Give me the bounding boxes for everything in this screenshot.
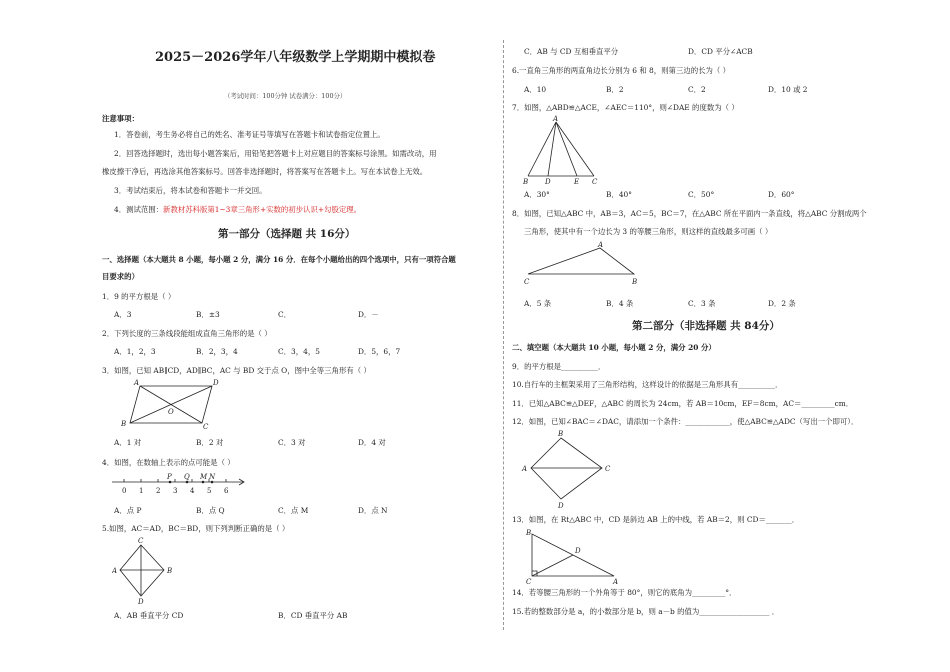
q8-label-a: A xyxy=(598,241,604,249)
q12-label-a: A xyxy=(522,465,528,473)
q2-option-c: C．3，4，5 xyxy=(278,347,320,356)
q12-figure xyxy=(518,428,618,510)
q4-number-line xyxy=(108,470,248,498)
q7-figure xyxy=(518,114,608,186)
q3-figure xyxy=(110,378,220,430)
right-column xyxy=(510,0,867,672)
q13-figure xyxy=(518,526,628,586)
q3-label-a: A xyxy=(134,379,140,387)
note-3: 3．考试结束后，将本试卷和答题卡一并交回。 xyxy=(114,186,267,195)
q15: 15.若的整数部分是 a，的小数部分是 b，则 a－b 的值为___________________ ． xyxy=(512,607,780,616)
q7-label-c: C xyxy=(592,178,598,186)
note-4-range: 新教材苏科版第1~3章三角形+实数的初步认识+勾股定理。 xyxy=(163,205,362,214)
q3-label-d: D xyxy=(213,379,219,387)
q3-option-c: C．3 对 xyxy=(278,438,306,447)
q5-figure xyxy=(112,537,192,605)
q7-label-e: E xyxy=(574,178,580,186)
q2-stem: 2．下列长度的三条线段能组成直角三角形的是（ ） xyxy=(102,329,272,338)
note-2-cont: 橡皮擦干净后，再选涂其他答案标号。回答非选择题时，将答案写在答题卡上。写在本试卷上无效。 xyxy=(102,167,428,176)
q4-tick-label: 0 xyxy=(122,487,127,495)
note-1: 1．答卷前，考生务必将自己的姓名、准考证号等填写在答题卡和试卷指定位置上。 xyxy=(114,130,385,139)
q13: 13．如图，在 Rt△ABC 中，CD 是斜边 AB 上的中线，若 AB＝2，则 CD＝_______． xyxy=(512,515,800,524)
q12-quadrilateral xyxy=(531,438,602,499)
q6-option-d: D．10 或 2 xyxy=(768,85,808,94)
q6-option-b: B．2 xyxy=(606,85,624,94)
q4-tick-label: 2 xyxy=(156,487,161,495)
part1-instruction-2: 目要求的） xyxy=(102,272,139,281)
q6-stem: 6.一直角三角形的两直角边长分别为 6 和 8，则第三边的长为（ ） xyxy=(512,66,731,75)
q7-option-b: B．40° xyxy=(606,190,632,199)
notes-heading: 注意事项： xyxy=(102,114,139,123)
q8-option-a: A．5 条 xyxy=(524,299,552,308)
part1-title: 第一部分（选择题 共 16分） xyxy=(218,228,356,240)
part1-instruction-1: 一、选择题（本大题共 8 小题，每小题 2 分，满分 16 分．在每个小题给出的四个选项中，只有一项符合题 xyxy=(102,255,456,264)
q2-option-a: A．1，2，3 xyxy=(114,347,156,356)
q5-stem: 5.如图，AC＝AD，BC＝BD，则下列判断正确的是（ ） xyxy=(102,524,290,533)
q4-tick-label: 4 xyxy=(190,487,195,495)
part2-title: 第二部分（非选择题 共 84分） xyxy=(632,320,780,332)
q4-point-q xyxy=(186,481,189,484)
q2-option-d: D．5，6，7 xyxy=(358,347,401,356)
q11: 11．已知△ABC≌△DEF，△ABC 的周长为 24cm，若 AB＝10cm，EF＝8cm，AC＝_________cm． xyxy=(512,399,854,408)
q5-label-c: C xyxy=(138,537,144,545)
q12-label-b: B xyxy=(558,430,564,438)
q3-option-d: D．4 对 xyxy=(358,438,386,447)
part2-instruction: 二、填空题（本大题共 10 小题，每小题 2 分，满分 20 分） xyxy=(512,343,716,352)
q3-option-a: A．1 对 xyxy=(114,438,142,447)
q6-option-c: C．2 xyxy=(688,85,706,94)
q2-option-b: B．2，3，4 xyxy=(196,347,238,356)
left-column xyxy=(100,0,500,672)
q1-option-d: D．－ xyxy=(358,310,379,319)
q8-label-c: C xyxy=(524,278,530,286)
exam-title: 2025－2026学年八年级数学上学期期中模拟卷 xyxy=(155,50,436,65)
q4-label-p: P xyxy=(167,473,172,481)
q1-option-a: A．3 xyxy=(114,310,132,319)
q9: 9．的平方根是__________． xyxy=(512,362,606,371)
q4-tick-label: 3 xyxy=(173,487,178,495)
q8-option-c: C．3 条 xyxy=(688,299,716,308)
q4-tick-label: 1 xyxy=(139,487,144,495)
q8-stem-1: 8．如图，已知△ABC 中，AB＝3，AC＝5，BC＝7，在△ABC 所在平面内一条直线，将△ABC 分割成两个 xyxy=(512,209,867,218)
q12-label-c: C xyxy=(605,465,611,473)
q1-option-c: C． xyxy=(278,310,292,319)
q13-label-c: C xyxy=(526,578,532,586)
q7-label-d: D xyxy=(545,178,551,186)
q7-option-c: C．50° xyxy=(688,190,715,199)
q3-label-o: O xyxy=(168,408,174,416)
q4-option-b: B．点 Q xyxy=(196,506,225,515)
q5-option-a: A．AB 垂直平分 CD xyxy=(114,611,184,620)
q5-option-c: C．AB 与 CD 互相垂直平分 xyxy=(524,47,619,56)
note-4 xyxy=(114,205,361,215)
q5-option-d: D．CD 平分∠ACB xyxy=(688,47,753,56)
q4-label-q: Q xyxy=(184,473,190,481)
q13-median-cd xyxy=(532,555,573,576)
q7-label-a: A xyxy=(553,115,559,123)
q4-label-m: M xyxy=(200,473,208,481)
q3-option-b: B．2 对 xyxy=(196,438,224,447)
q14: 14．若等腰三角形的一个外角等于 80°，则它的底角为_________°． xyxy=(512,588,737,597)
q8-option-b: B．4 条 xyxy=(606,299,634,308)
q3-stem: 3．如图，已知 AB∥CD，AD∥BC，AC 与 BD 交于点 O，图中全等三角形有（ ） xyxy=(102,366,371,375)
q4-option-c: C．点 M xyxy=(278,506,309,515)
note-2: 2．回答选择题时，选出每小题答案后，用铅笔把答题卡上对应题目的答案标号涂黑。如需改动，用 xyxy=(114,149,437,158)
q5-label-d: D xyxy=(138,598,144,605)
q13-label-b: B xyxy=(526,529,532,537)
q4-point-n xyxy=(211,481,214,484)
q4-option-d: D．点 N xyxy=(358,506,388,515)
q7-stem: 7．如图，△ABD≌△ACE，∠AEC＝110°，则∠DAE 的度数为（ ） xyxy=(512,103,739,112)
q6-option-a: A．10 xyxy=(524,85,547,94)
q4-stem: 4．如图，在数轴上表示的点可能是（ ） xyxy=(102,458,235,467)
note-4-prefix: 4．测试范围： xyxy=(114,205,164,214)
q4-point-p xyxy=(169,481,172,484)
q7-line-ae xyxy=(556,122,577,176)
q3-label-c: C xyxy=(203,423,209,430)
q13-label-d: D xyxy=(575,547,581,555)
q12-label-d: D xyxy=(558,502,564,510)
q8-triangle xyxy=(528,248,634,274)
q5-label-a: A xyxy=(112,567,118,575)
q1-option-b: B．±3 xyxy=(196,310,220,319)
q8-stem-2: 三角形，使其中有一个边长为 3 的等腰三角形，则这样的直线最多可画（ ） xyxy=(524,227,773,236)
q5-option-b: B．CD 垂直平分 AB xyxy=(278,611,348,620)
q8-figure xyxy=(518,238,643,288)
q4-option-a: A．点 P xyxy=(114,506,142,515)
q13-label-a: A xyxy=(613,578,619,586)
q5-kite xyxy=(120,545,164,596)
q7-label-b: B xyxy=(523,178,529,186)
q7-line-ac xyxy=(556,122,594,176)
q8-label-b: B xyxy=(632,278,638,286)
q8-option-d: D．2 条 xyxy=(768,299,796,308)
q1-stem: 1．9 的平方根是（ ） xyxy=(102,292,176,301)
q4-tick-label: 6 xyxy=(224,487,229,495)
column-divider xyxy=(503,40,504,630)
q3-label-b: B xyxy=(121,420,127,428)
exam-subtitle: （考试时间：100分钟 试卷满分：100分） xyxy=(224,92,347,100)
q4-point-m xyxy=(202,481,205,484)
q10: 10.自行车的主框架采用了三角形结构，这样设计的依据是三角形具有__________． xyxy=(512,380,783,389)
q5-label-b: B xyxy=(167,567,173,575)
q4-label-n: N xyxy=(209,473,216,481)
q12: 12．如图，已知∠BAC＝∠DAC，请添加一个条件：____________，使△ABC≌△ADC（写出一个即可）． xyxy=(512,417,859,426)
q7-option-a: A．30° xyxy=(524,190,550,199)
q3-diagonal-bd xyxy=(130,386,212,423)
q7-option-d: D．60° xyxy=(768,190,795,199)
q4-tick-label: 5 xyxy=(207,487,212,495)
